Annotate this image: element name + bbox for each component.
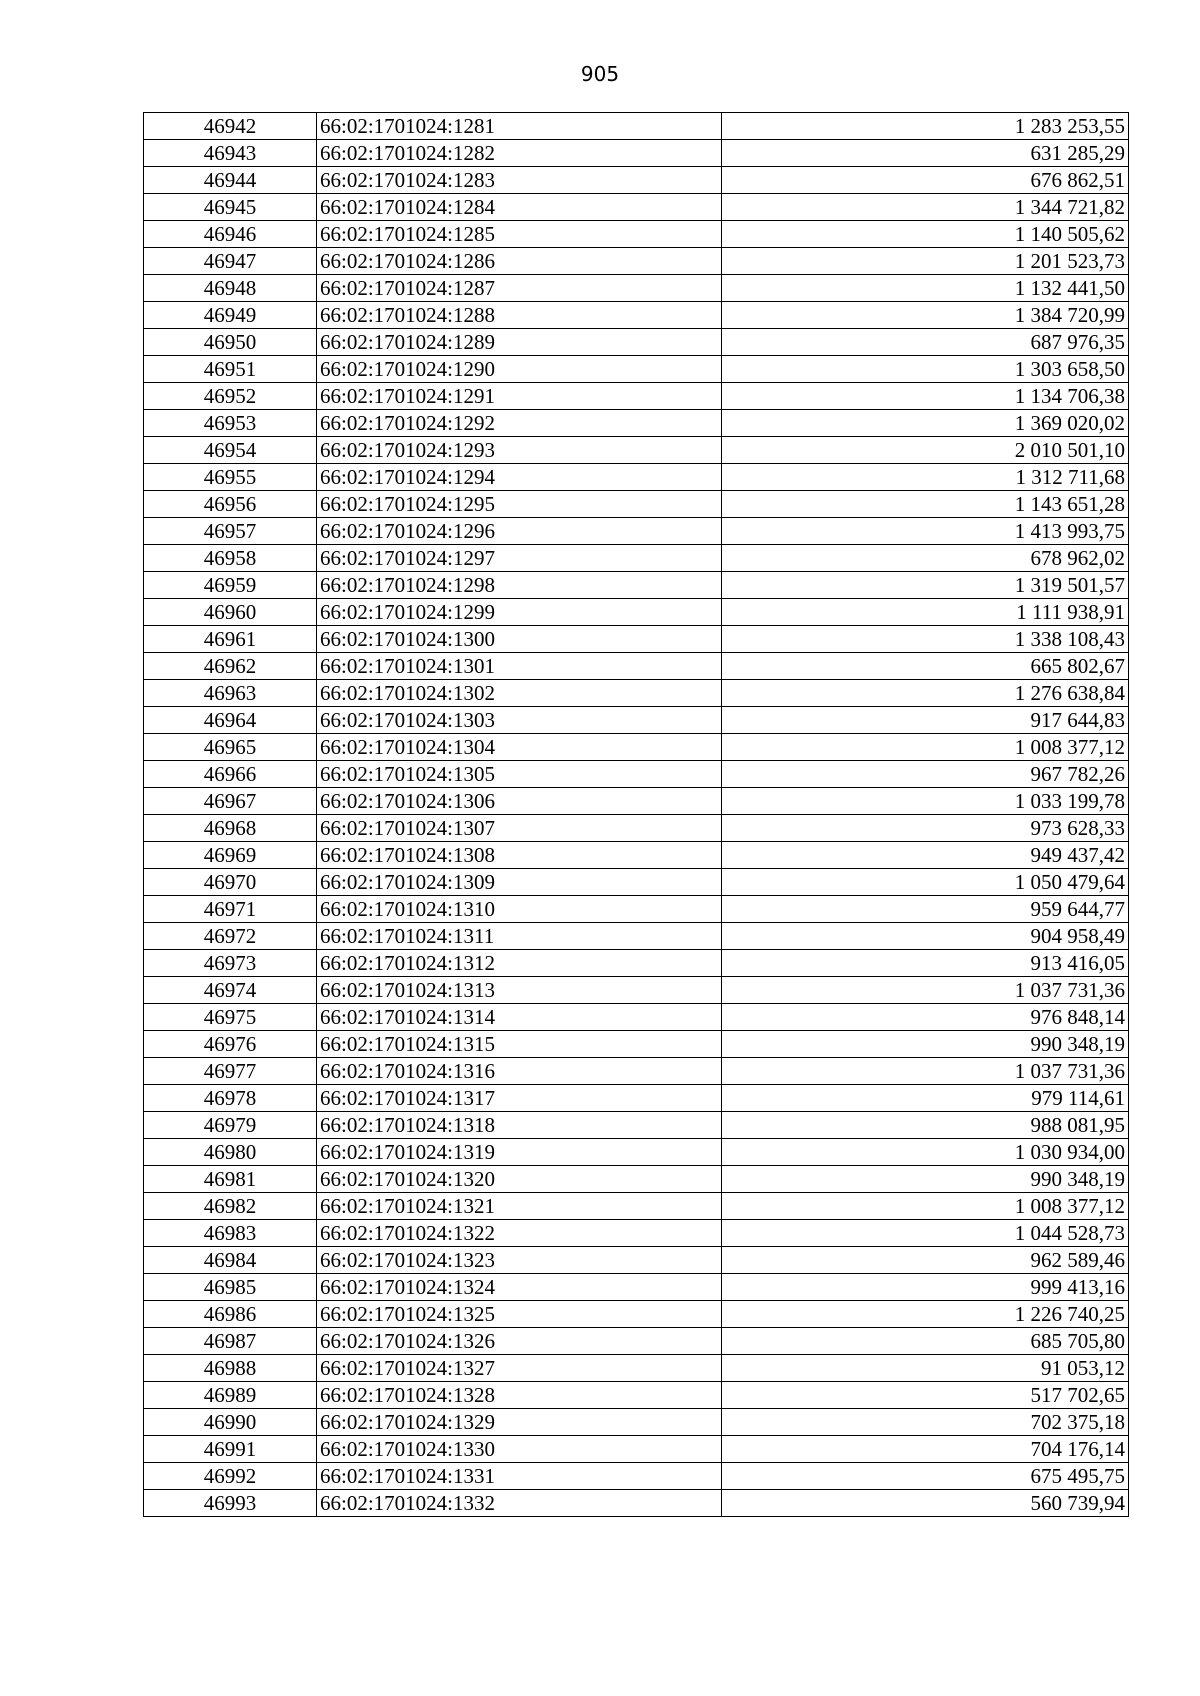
cadastral-number-cell: 66:02:1701024:1301: [317, 653, 722, 680]
cadastral-value-cell: 1 030 934,00: [722, 1139, 1129, 1166]
cadastral-number-cell: 66:02:1701024:1295: [317, 491, 722, 518]
table-row: [144, 1166, 1129, 1193]
cadastral-value-cell: 1 283 253,55: [722, 113, 1129, 140]
cadastral-number-cell: 66:02:1701024:1323: [317, 1247, 722, 1274]
row-number-cell: 46963: [144, 680, 317, 707]
row-number-cell: 46970: [144, 869, 317, 896]
row-number-cell: 46961: [144, 626, 317, 653]
cadastral-number-cell: 66:02:1701024:1297: [317, 545, 722, 572]
cadastral-value-cell: 949 437,42: [722, 842, 1129, 869]
cadastral-number-cell: 66:02:1701024:1289: [317, 329, 722, 356]
cadastral-value-cell: 988 081,95: [722, 1112, 1129, 1139]
cadastral-number-cell: 66:02:1701024:1287: [317, 275, 722, 302]
row-number-cell: 46960: [144, 599, 317, 626]
cadastral-value-cell: 904 958,49: [722, 923, 1129, 950]
table-row: [144, 383, 1129, 410]
cadastral-value-cell: 1 037 731,36: [722, 977, 1129, 1004]
table-row: [144, 545, 1129, 572]
cadastral-number-cell: 66:02:1701024:1314: [317, 1004, 722, 1031]
cadastral-value-cell: 1 226 740,25: [722, 1301, 1129, 1328]
table-row: [144, 437, 1129, 464]
row-number-cell: 46952: [144, 383, 317, 410]
row-number-cell: 46966: [144, 761, 317, 788]
cadastral-value-cell: 962 589,46: [722, 1247, 1129, 1274]
table-row: [144, 1058, 1129, 1085]
cadastral-value-cell: 1 413 993,75: [722, 518, 1129, 545]
cadastral-number-cell: 66:02:1701024:1315: [317, 1031, 722, 1058]
row-number-cell: 46990: [144, 1409, 317, 1436]
cadastral-value-cell: 2 010 501,10: [722, 437, 1129, 464]
cadastral-number-cell: 66:02:1701024:1321: [317, 1193, 722, 1220]
cadastral-value-cell: 631 285,29: [722, 140, 1129, 167]
table-row: [144, 869, 1129, 896]
table-row: [144, 1382, 1129, 1409]
cadastral-number-cell: 66:02:1701024:1306: [317, 788, 722, 815]
cadastral-value-cell: 990 348,19: [722, 1166, 1129, 1193]
cadastral-value-cell: 687 976,35: [722, 329, 1129, 356]
table-row: [144, 302, 1129, 329]
cadastral-value-cell: 1 111 938,91: [722, 599, 1129, 626]
table-row: [144, 653, 1129, 680]
table-row: [144, 572, 1129, 599]
cadastral-number-cell: 66:02:1701024:1294: [317, 464, 722, 491]
cadastral-value-cell: 913 416,05: [722, 950, 1129, 977]
cadastral-number-cell: 66:02:1701024:1281: [317, 113, 722, 140]
row-number-cell: 46976: [144, 1031, 317, 1058]
cadastral-value-cell: 91 053,12: [722, 1355, 1129, 1382]
table-row: [144, 1031, 1129, 1058]
cadastral-number-cell: 66:02:1701024:1288: [317, 302, 722, 329]
table-row: [144, 221, 1129, 248]
table-row: [144, 734, 1129, 761]
row-number-cell: 46968: [144, 815, 317, 842]
cadastral-value-cell: 1 276 638,84: [722, 680, 1129, 707]
row-number-cell: 46945: [144, 194, 317, 221]
cadastral-number-cell: 66:02:1701024:1318: [317, 1112, 722, 1139]
table-row: [144, 1301, 1129, 1328]
cadastral-value-cell: 979 114,61: [722, 1085, 1129, 1112]
cadastral-number-cell: 66:02:1701024:1285: [317, 221, 722, 248]
table-row: [144, 1490, 1129, 1517]
row-number-cell: 46953: [144, 410, 317, 437]
cadastral-number-cell: 66:02:1701024:1303: [317, 707, 722, 734]
cadastral-number-cell: 66:02:1701024:1319: [317, 1139, 722, 1166]
cadastral-number-cell: 66:02:1701024:1331: [317, 1463, 722, 1490]
table-row: [144, 1139, 1129, 1166]
cadastral-number-cell: 66:02:1701024:1282: [317, 140, 722, 167]
row-number-cell: 46954: [144, 437, 317, 464]
cadastral-number-cell: 66:02:1701024:1290: [317, 356, 722, 383]
row-number-cell: 46971: [144, 896, 317, 923]
table-row: [144, 950, 1129, 977]
cadastral-value-cell: 675 495,75: [722, 1463, 1129, 1490]
cadastral-number-cell: 66:02:1701024:1317: [317, 1085, 722, 1112]
cadastral-value-cell: 1 140 505,62: [722, 221, 1129, 248]
row-number-cell: 46951: [144, 356, 317, 383]
row-number-cell: 46959: [144, 572, 317, 599]
table-row: [144, 923, 1129, 950]
table-row: [144, 1274, 1129, 1301]
row-number-cell: 46967: [144, 788, 317, 815]
cadastral-number-cell: 66:02:1701024:1313: [317, 977, 722, 1004]
cadastral-value-cell: 1 044 528,73: [722, 1220, 1129, 1247]
cadastral-number-cell: 66:02:1701024:1329: [317, 1409, 722, 1436]
cadastral-number-cell: 66:02:1701024:1298: [317, 572, 722, 599]
cadastral-number-cell: 66:02:1701024:1296: [317, 518, 722, 545]
row-number-cell: 46984: [144, 1247, 317, 1274]
cadastral-value-cell: 560 739,94: [722, 1490, 1129, 1517]
table-row: [144, 1355, 1129, 1382]
cadastral-number-cell: 66:02:1701024:1312: [317, 950, 722, 977]
row-number-cell: 46982: [144, 1193, 317, 1220]
table-row: [144, 707, 1129, 734]
row-number-cell: 46985: [144, 1274, 317, 1301]
cadastral-value-cell: 1 319 501,57: [722, 572, 1129, 599]
table-row: [144, 1193, 1129, 1220]
cadastral-number-cell: 66:02:1701024:1325: [317, 1301, 722, 1328]
row-number-cell: 46956: [144, 491, 317, 518]
cadastral-number-cell: 66:02:1701024:1283: [317, 167, 722, 194]
row-number-cell: 46987: [144, 1328, 317, 1355]
cadastral-value-table: [143, 112, 1129, 1517]
row-number-cell: 46991: [144, 1436, 317, 1463]
table-row: [144, 248, 1129, 275]
cadastral-value-cell: 1 344 721,82: [722, 194, 1129, 221]
cadastral-value-cell: 990 348,19: [722, 1031, 1129, 1058]
cadastral-number-cell: 66:02:1701024:1327: [317, 1355, 722, 1382]
cadastral-value-cell: 1 134 706,38: [722, 383, 1129, 410]
cadastral-number-cell: 66:02:1701024:1293: [317, 437, 722, 464]
table-row: [144, 194, 1129, 221]
cadastral-number-cell: 66:02:1701024:1309: [317, 869, 722, 896]
cadastral-value-cell: 1 369 020,02: [722, 410, 1129, 437]
table-row: [144, 599, 1129, 626]
row-number-cell: 46992: [144, 1463, 317, 1490]
cadastral-number-cell: 66:02:1701024:1310: [317, 896, 722, 923]
page-number: 905: [580, 62, 620, 86]
cadastral-value-cell: 1 384 720,99: [722, 302, 1129, 329]
row-number-cell: 46942: [144, 113, 317, 140]
cadastral-value-cell: 976 848,14: [722, 1004, 1129, 1031]
table-row: [144, 680, 1129, 707]
row-number-cell: 46993: [144, 1490, 317, 1517]
cadastral-value-cell: 1 143 651,28: [722, 491, 1129, 518]
table-row: [144, 1328, 1129, 1355]
row-number-cell: 46962: [144, 653, 317, 680]
table-row: [144, 410, 1129, 437]
cadastral-value-cell: 973 628,33: [722, 815, 1129, 842]
row-number-cell: 46948: [144, 275, 317, 302]
cadastral-number-cell: 66:02:1701024:1332: [317, 1490, 722, 1517]
table-row: [144, 167, 1129, 194]
table-body: [144, 113, 1129, 1517]
cadastral-number-cell: 66:02:1701024:1328: [317, 1382, 722, 1409]
table-row: [144, 275, 1129, 302]
cadastral-value-cell: 702 375,18: [722, 1409, 1129, 1436]
table-row: [144, 491, 1129, 518]
row-number-cell: 46979: [144, 1112, 317, 1139]
cadastral-value-cell: 1 033 199,78: [722, 788, 1129, 815]
table-row: [144, 1463, 1129, 1490]
row-number-cell: 46972: [144, 923, 317, 950]
cadastral-value-cell: 678 962,02: [722, 545, 1129, 572]
row-number-cell: 46969: [144, 842, 317, 869]
table-row: [144, 140, 1129, 167]
row-number-cell: 46983: [144, 1220, 317, 1247]
row-number-cell: 46973: [144, 950, 317, 977]
cadastral-number-cell: 66:02:1701024:1322: [317, 1220, 722, 1247]
cadastral-number-cell: 66:02:1701024:1316: [317, 1058, 722, 1085]
row-number-cell: 46975: [144, 1004, 317, 1031]
cadastral-number-cell: 66:02:1701024:1330: [317, 1436, 722, 1463]
table-row: [144, 626, 1129, 653]
cadastral-value-cell: 1 037 731,36: [722, 1058, 1129, 1085]
table-row: [144, 1220, 1129, 1247]
cadastral-value-cell: 1 008 377,12: [722, 734, 1129, 761]
cadastral-number-cell: 66:02:1701024:1291: [317, 383, 722, 410]
row-number-cell: 46955: [144, 464, 317, 491]
table-row: [144, 788, 1129, 815]
row-number-cell: 46946: [144, 221, 317, 248]
table-row: [144, 1004, 1129, 1031]
row-number-cell: 46947: [144, 248, 317, 275]
row-number-cell: 46978: [144, 1085, 317, 1112]
table-row: [144, 896, 1129, 923]
cadastral-value-cell: 1 303 658,50: [722, 356, 1129, 383]
cadastral-value-cell: 517 702,65: [722, 1382, 1129, 1409]
table-row: [144, 113, 1129, 140]
table-row: [144, 1085, 1129, 1112]
table-row: [144, 464, 1129, 491]
cadastral-value-cell: 967 782,26: [722, 761, 1129, 788]
row-number-cell: 46977: [144, 1058, 317, 1085]
row-number-cell: 46958: [144, 545, 317, 572]
cadastral-value-cell: 1 312 711,68: [722, 464, 1129, 491]
table-row: [144, 1112, 1129, 1139]
row-number-cell: 46944: [144, 167, 317, 194]
row-number-cell: 46981: [144, 1166, 317, 1193]
table-row: [144, 842, 1129, 869]
table-row: [144, 977, 1129, 1004]
cadastral-value-cell: 704 176,14: [722, 1436, 1129, 1463]
cadastral-value-cell: 676 862,51: [722, 167, 1129, 194]
cadastral-number-cell: 66:02:1701024:1292: [317, 410, 722, 437]
row-number-cell: 46949: [144, 302, 317, 329]
cadastral-value-cell: 999 413,16: [722, 1274, 1129, 1301]
cadastral-number-cell: 66:02:1701024:1302: [317, 680, 722, 707]
row-number-cell: 46965: [144, 734, 317, 761]
table-row: [144, 815, 1129, 842]
cadastral-number-cell: 66:02:1701024:1284: [317, 194, 722, 221]
cadastral-value-cell: 1 132 441,50: [722, 275, 1129, 302]
cadastral-value-cell: 1 050 479,64: [722, 869, 1129, 896]
cadastral-value-cell: 685 705,80: [722, 1328, 1129, 1355]
table-row: [144, 1247, 1129, 1274]
row-number-cell: 46986: [144, 1301, 317, 1328]
row-number-cell: 46964: [144, 707, 317, 734]
cadastral-value-cell: 917 644,83: [722, 707, 1129, 734]
row-number-cell: 46950: [144, 329, 317, 356]
cadastral-value-cell: 959 644,77: [722, 896, 1129, 923]
cadastral-number-cell: 66:02:1701024:1308: [317, 842, 722, 869]
cadastral-number-cell: 66:02:1701024:1324: [317, 1274, 722, 1301]
cadastral-value-cell: 1 201 523,73: [722, 248, 1129, 275]
cadastral-value-cell: 665 802,67: [722, 653, 1129, 680]
row-number-cell: 46980: [144, 1139, 317, 1166]
table-row: [144, 329, 1129, 356]
cadastral-number-cell: 66:02:1701024:1304: [317, 734, 722, 761]
cadastral-number-cell: 66:02:1701024:1326: [317, 1328, 722, 1355]
row-number-cell: 46989: [144, 1382, 317, 1409]
cadastral-number-cell: 66:02:1701024:1307: [317, 815, 722, 842]
row-number-cell: 46974: [144, 977, 317, 1004]
cadastral-number-cell: 66:02:1701024:1286: [317, 248, 722, 275]
row-number-cell: 46957: [144, 518, 317, 545]
row-number-cell: 46988: [144, 1355, 317, 1382]
table-row: [144, 518, 1129, 545]
cadastral-number-cell: 66:02:1701024:1311: [317, 923, 722, 950]
cadastral-value-cell: 1 008 377,12: [722, 1193, 1129, 1220]
table-row: [144, 356, 1129, 383]
cadastral-number-cell: 66:02:1701024:1299: [317, 599, 722, 626]
cadastral-number-cell: 66:02:1701024:1305: [317, 761, 722, 788]
table-row: [144, 1436, 1129, 1463]
cadastral-value-cell: 1 338 108,43: [722, 626, 1129, 653]
cadastral-number-cell: 66:02:1701024:1320: [317, 1166, 722, 1193]
table-row: [144, 761, 1129, 788]
cadastral-number-cell: 66:02:1701024:1300: [317, 626, 722, 653]
table-row: [144, 1409, 1129, 1436]
row-number-cell: 46943: [144, 140, 317, 167]
